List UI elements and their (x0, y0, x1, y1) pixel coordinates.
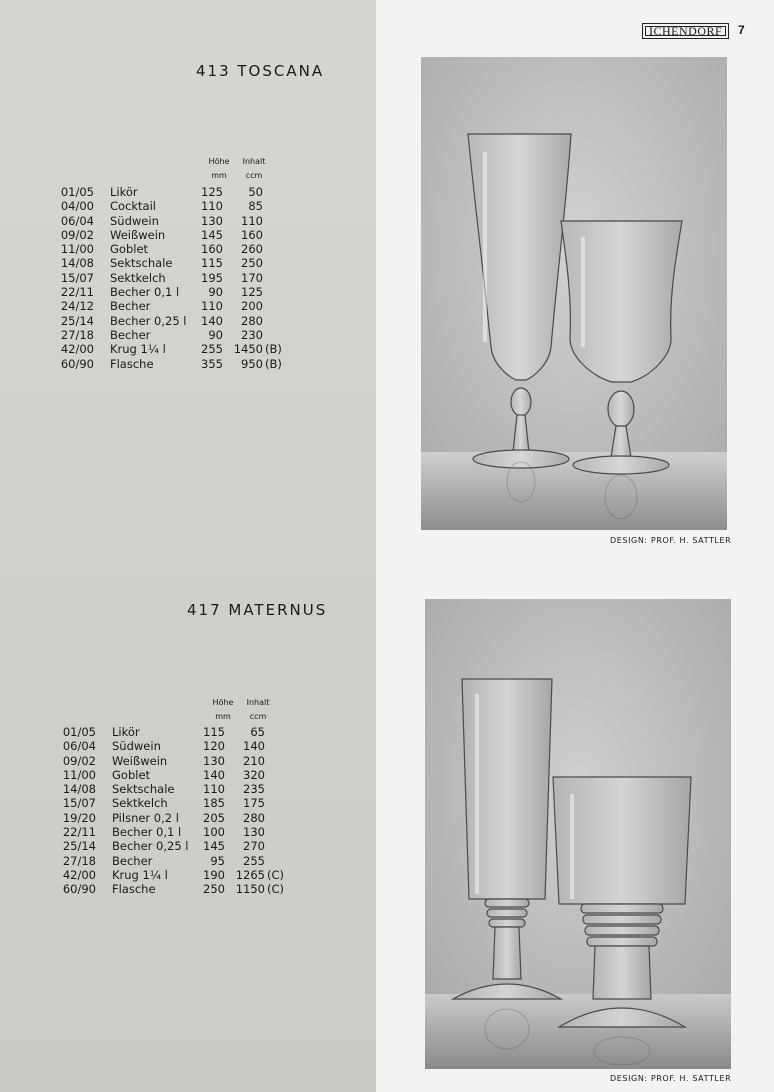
article-volume: 210 (243, 753, 265, 768)
article-code: 42/00 (60, 342, 94, 357)
article-volume: 110 (241, 213, 263, 228)
table-row (60, 342, 283, 356)
article-note (265, 782, 285, 796)
design-credit-toscana: DESIGN: PROF. H. SATTLER (610, 536, 732, 545)
article-note (265, 839, 285, 853)
spacer (96, 754, 112, 768)
article-volume: 280 (243, 810, 265, 825)
spacer (94, 299, 110, 313)
spacer (94, 285, 110, 299)
article-volume: 230 (241, 327, 263, 342)
spec-table-maternus (62, 725, 285, 897)
article-name: Becher 0,25 l (112, 839, 189, 854)
article-height: 205 (203, 810, 225, 825)
article-note (263, 299, 283, 313)
article-height: 145 (201, 227, 223, 242)
article-note: (C) (267, 867, 285, 882)
article-height: 140 (201, 313, 223, 328)
article-volume: 1450 (233, 342, 263, 357)
table-row (60, 271, 283, 285)
article-name: Weißwein (112, 753, 168, 768)
article-note (263, 271, 283, 285)
table-row (62, 754, 285, 768)
article-name: Likör (112, 725, 140, 739)
article-code: 15/07 (62, 796, 96, 811)
article-name: Cocktail (110, 199, 156, 214)
article-code: 01/05 (60, 185, 94, 199)
article-name: Becher 0,25 l (110, 313, 187, 328)
column-header-height: Höhe mm (208, 157, 230, 180)
article-note (265, 796, 285, 810)
article-volume: 50 (248, 185, 263, 199)
article-height: 185 (203, 796, 225, 811)
article-height: 355 (201, 356, 223, 371)
article-code: 01/05 (62, 725, 96, 739)
article-name: Becher (110, 327, 151, 342)
article-volume: 270 (243, 839, 265, 854)
article-volume: 170 (241, 270, 263, 285)
spacer (96, 839, 112, 853)
article-note (263, 242, 283, 256)
left-panel (0, 0, 376, 1092)
column-header-volume: Inhalt ccm (242, 157, 266, 180)
article-height: 130 (203, 753, 225, 768)
article-name: Likör (110, 185, 138, 199)
table-row (62, 811, 285, 825)
article-note (265, 739, 285, 753)
article-name: Krug 1¼ l (112, 867, 168, 882)
article-volume: 255 (243, 853, 265, 868)
article-code: 60/90 (62, 882, 96, 897)
article-note: (B) (265, 356, 282, 371)
article-name: Sektkelch (110, 270, 166, 285)
article-note: (B) (265, 342, 282, 357)
spacer (96, 768, 112, 782)
article-height: 90 (208, 285, 223, 300)
article-height: 115 (203, 725, 225, 739)
spacer (96, 825, 112, 839)
article-name: Becher (110, 299, 151, 314)
table-row (62, 882, 285, 896)
article-volume: 160 (241, 227, 263, 242)
article-height: 115 (201, 256, 223, 271)
article-code: 06/04 (60, 213, 94, 228)
spacer (96, 854, 112, 868)
table-row (62, 768, 285, 782)
article-height: 100 (203, 825, 225, 840)
table-row (62, 739, 285, 753)
article-name: Flasche (110, 356, 154, 371)
section-title-maternus: 417 MATERNUS (187, 601, 328, 619)
photo-maternus-glasses (425, 599, 731, 1069)
article-code: 60/90 (60, 356, 94, 371)
article-code: 27/18 (62, 853, 96, 868)
article-height: 190 (203, 867, 225, 882)
article-name: Becher 0,1 l (112, 825, 182, 840)
article-height: 140 (203, 767, 225, 782)
spacer (94, 342, 110, 356)
article-height: 160 (201, 242, 223, 257)
spacer (96, 796, 112, 810)
article-code: 24/12 (60, 299, 94, 314)
table-row (60, 299, 283, 313)
spacer (94, 228, 110, 242)
article-volume: 250 (241, 256, 263, 271)
article-note (263, 328, 283, 342)
table-row (60, 357, 283, 371)
article-note (263, 199, 283, 213)
column-header-volume: Inhalt ccm (246, 698, 270, 721)
article-volume: 1265 (235, 867, 265, 882)
spacer (94, 357, 110, 371)
article-note (263, 314, 283, 328)
article-volume: 200 (241, 299, 263, 314)
article-height: 250 (203, 882, 225, 897)
page-number: 7 (738, 23, 745, 37)
article-height: 125 (201, 185, 223, 199)
table-row (62, 825, 285, 839)
article-code: 06/04 (62, 739, 96, 754)
table-row (60, 199, 283, 213)
article-code: 04/00 (60, 199, 94, 214)
article-code: 09/02 (60, 227, 94, 242)
article-note (265, 811, 285, 825)
article-height: 130 (201, 213, 223, 228)
article-code: 14/08 (62, 782, 96, 797)
spacer (94, 271, 110, 285)
spacer (96, 811, 112, 825)
table-row (60, 256, 283, 270)
article-code: 11/00 (60, 242, 94, 257)
spacer (96, 782, 112, 796)
article-name: Goblet (112, 767, 151, 782)
spacer (94, 256, 110, 270)
article-code: 15/07 (60, 270, 94, 285)
table-row (60, 242, 283, 256)
spacer (94, 314, 110, 328)
article-volume: 260 (241, 242, 263, 257)
table-row (62, 782, 285, 796)
article-name: Goblet (110, 242, 149, 257)
spacer (94, 328, 110, 342)
table-row (62, 796, 285, 810)
article-height: 195 (201, 270, 223, 285)
article-name: Südwein (110, 213, 159, 228)
article-volume: 1150 (235, 882, 265, 897)
article-name: Flasche (112, 882, 156, 897)
article-height: 90 (208, 327, 223, 342)
column-header-height: Höhe mm (212, 698, 234, 721)
article-note: (C) (267, 882, 285, 897)
article-note (265, 768, 285, 782)
article-volume: 175 (243, 796, 265, 811)
article-name: Sektschale (112, 782, 175, 797)
article-name: Südwein (112, 739, 161, 754)
spacer (96, 725, 112, 739)
photo-toscana-glasses (421, 57, 727, 530)
article-volume: 280 (241, 313, 263, 328)
article-code: 11/00 (62, 767, 96, 782)
table-row (62, 839, 285, 853)
spacer (94, 199, 110, 213)
article-name: Becher 0,1 l (110, 285, 180, 300)
article-name: Sektkelch (112, 796, 168, 811)
table-row (62, 725, 285, 739)
article-name: Krug 1¼ l (110, 342, 166, 357)
article-height: 255 (201, 342, 223, 357)
article-code: 25/14 (62, 839, 96, 854)
design-credit-maternus: DESIGN: PROF. H. SATTLER (610, 1074, 732, 1083)
article-height: 110 (201, 299, 223, 314)
spacer (96, 868, 112, 882)
article-code: 42/00 (62, 867, 96, 882)
article-note (265, 754, 285, 768)
table-row (60, 328, 283, 342)
table-row (60, 228, 283, 242)
spacer (96, 882, 112, 896)
spec-table-toscana (60, 185, 283, 371)
article-note (263, 214, 283, 228)
spacer (94, 214, 110, 228)
article-code: 22/11 (60, 285, 94, 300)
article-name: Becher (112, 853, 153, 868)
article-height: 110 (201, 199, 223, 214)
article-volume: 130 (243, 825, 265, 840)
article-volume: 235 (243, 782, 265, 797)
article-note (263, 256, 283, 270)
table-row (60, 285, 283, 299)
article-volume: 85 (248, 199, 263, 214)
article-height: 120 (203, 739, 225, 754)
spacer (94, 185, 110, 199)
article-code: 25/14 (60, 313, 94, 328)
article-code: 22/11 (62, 825, 96, 840)
section-title-toscana: 413 TOSCANA (196, 62, 325, 80)
table-row (60, 185, 283, 199)
article-note (263, 228, 283, 242)
article-note (263, 285, 283, 299)
table-row (62, 868, 285, 882)
article-volume: 320 (243, 767, 265, 782)
table-row (60, 314, 283, 328)
spacer (96, 739, 112, 753)
article-name: Pilsner 0,2 l (112, 810, 179, 825)
article-volume: 140 (243, 739, 265, 754)
article-code: 19/20 (62, 810, 96, 825)
table-row (62, 854, 285, 868)
article-code: 27/18 (60, 327, 94, 342)
article-note (263, 185, 283, 199)
spacer (94, 242, 110, 256)
article-code: 09/02 (62, 753, 96, 768)
table-row (60, 214, 283, 228)
article-note (265, 725, 285, 739)
article-height: 95 (210, 853, 225, 868)
article-height: 145 (203, 839, 225, 854)
article-volume: 65 (250, 725, 265, 739)
article-code: 14/08 (60, 256, 94, 271)
article-name: Sektschale (110, 256, 173, 271)
article-volume: 950 (241, 356, 263, 371)
article-note (265, 854, 285, 868)
article-height: 110 (203, 782, 225, 797)
brand-logo: ICHENDORF (642, 23, 729, 39)
article-note (265, 825, 285, 839)
article-name: Weißwein (110, 227, 166, 242)
article-volume: 125 (241, 285, 263, 300)
